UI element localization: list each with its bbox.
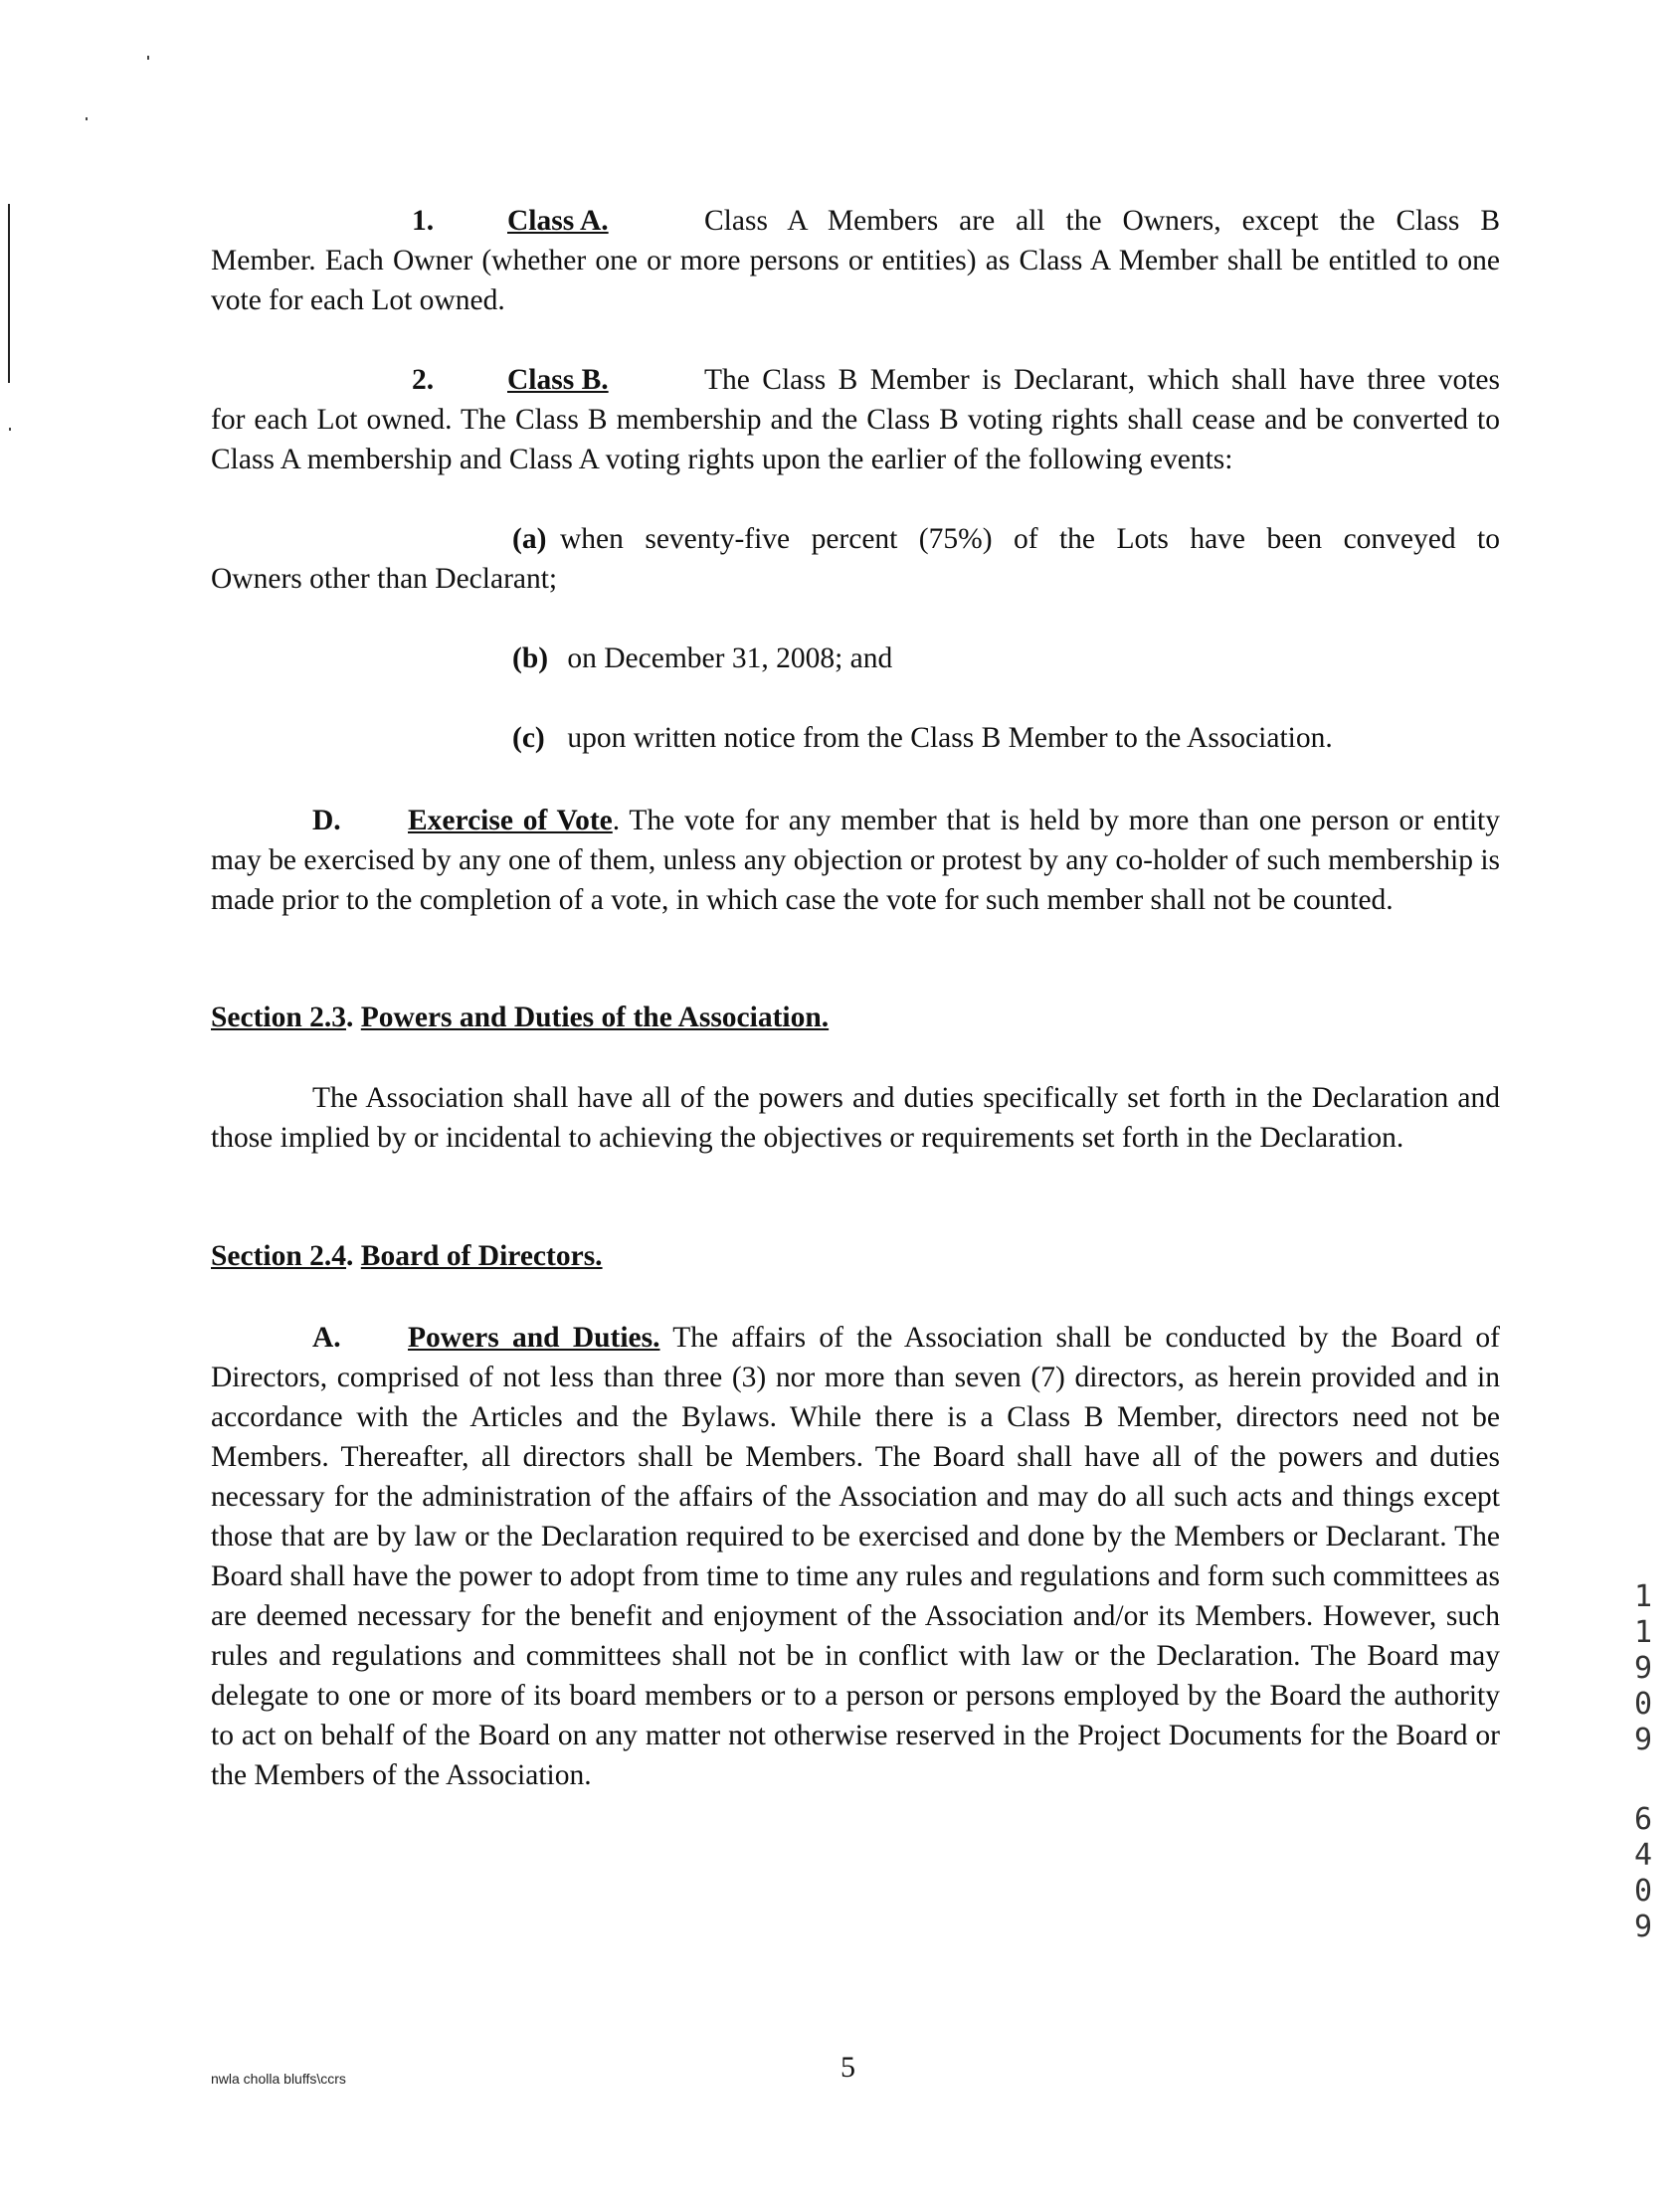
section-body-2-3: The Association shall have all of the powers and duties specifically set forth in the Declaration and those implied by or incidental to achieving the objectives or requirements set forth in the Declaration. (211, 1082, 1500, 1154)
section-heading-2-4: Section 2.4. Board of Directors. (211, 1240, 603, 1272)
paragraph-text: The Class B Member is Declarant, which shall have three votes (704, 364, 1500, 396)
paragraph-text: Class A Members are all the Owners, except the Class B (704, 205, 1500, 237)
section-title: Board of Directors. (360, 1240, 603, 1272)
paragraph-powers-and-duties (211, 1318, 1500, 1795)
list-item-text: Owners other than Declarant; (211, 563, 558, 595)
section-heading-2-3: Section 2.3. Powers and Duties of the Association. (211, 1002, 830, 1033)
section-number: Section 2.4 (211, 1240, 347, 1272)
footer-file-path: nwla cholla bluffs\ccrs (211, 2071, 346, 2087)
list-item-label: (b) (512, 642, 549, 674)
recording-number-upper: 1 1 9 0 9 (1633, 1579, 1653, 1757)
paragraph-text: The affairs of the Association shall be conducted by the Board of Directors, comprised of not less than three (3) nor more than seven (7) directors, as herein provided and in accordance with the Articles and the Bylaws. While there is a Class B Member, directors need not be Members. Thereafter, all directors shall be Members. The Board shall have all of the powers and duties necessary for the administration of the affairs of the Association and may do all such acts and things except those that are by law or the Declaration required to be exercised and done by the Members or Declarant. The Board shall have the power to adopt from time to time any rules and regulations and form such committees as are deemed necessary for the benefit and enjoyment of the Association and/or its Members. However, such rules and regulations and committees shall not be in conflict with law or the Declaration. The Board may delegate to one or more of its board members or to a person or persons employed by the Board the authority to act on behalf of the Board on any matter not otherwise reserved in the Project Documents for the Board or the Members of the Association. (211, 1322, 1501, 1791)
page-number: 5 (840, 2051, 855, 2084)
paragraph-class-b (211, 360, 1500, 479)
paragraph-heading: Class B. (507, 364, 609, 396)
list-item-label: (c) (512, 722, 545, 754)
section-title: Powers and Duties of the Association. (360, 1002, 830, 1033)
paragraph-text: Member. Each Owner (whether one or more persons or entities) as Class A Member shall be entitled to one vote for each Lot owned. (211, 245, 1500, 316)
paragraph-number: 2. (412, 364, 435, 396)
section-number: Section 2.3 (211, 1002, 347, 1033)
paragraph-text: . The vote for any member that is held by more than one person or entity may be exercised by any one of them, unless any objection or protest by any co-holder of such membership is made prior to the completion of a vote, in which case the vote for such member shall not be counted. (211, 805, 1501, 916)
list-item-label: (a) (512, 523, 547, 555)
scan-speck (86, 117, 88, 120)
scan-speck (9, 428, 11, 431)
list-item (211, 718, 1500, 758)
paragraph-text: for each Lot owned. The Class B membership and the Class B voting rights shall cease and be converted to Class A membership and Class A voting rights upon the earlier of the following events: (211, 404, 1500, 475)
paragraph-number: D. (312, 805, 341, 836)
recording-number-lower: 6 4 0 9 (1633, 1802, 1653, 1944)
list-item-text: on December 31, 2008; and (567, 642, 893, 674)
paragraph-class-a (211, 201, 1500, 320)
scan-speck (147, 56, 149, 60)
paragraph-number: 1. (412, 205, 435, 237)
list-item-text: upon written notice from the Class B Member to the Association. (567, 722, 1333, 754)
list-item-text: when seventy-five percent (75%) of the Lots have been conveyed to (560, 523, 1500, 555)
paragraph-heading: Powers and Duties. (408, 1322, 660, 1354)
paragraph-number: A. (312, 1322, 341, 1354)
list-item (211, 639, 1500, 678)
paragraph-heading: Class A. (507, 205, 609, 237)
paragraph-heading: Exercise of Vote (408, 805, 613, 836)
list-item (211, 519, 1500, 599)
margin-change-bar (8, 204, 10, 383)
paragraph-exercise-of-vote (211, 801, 1500, 920)
